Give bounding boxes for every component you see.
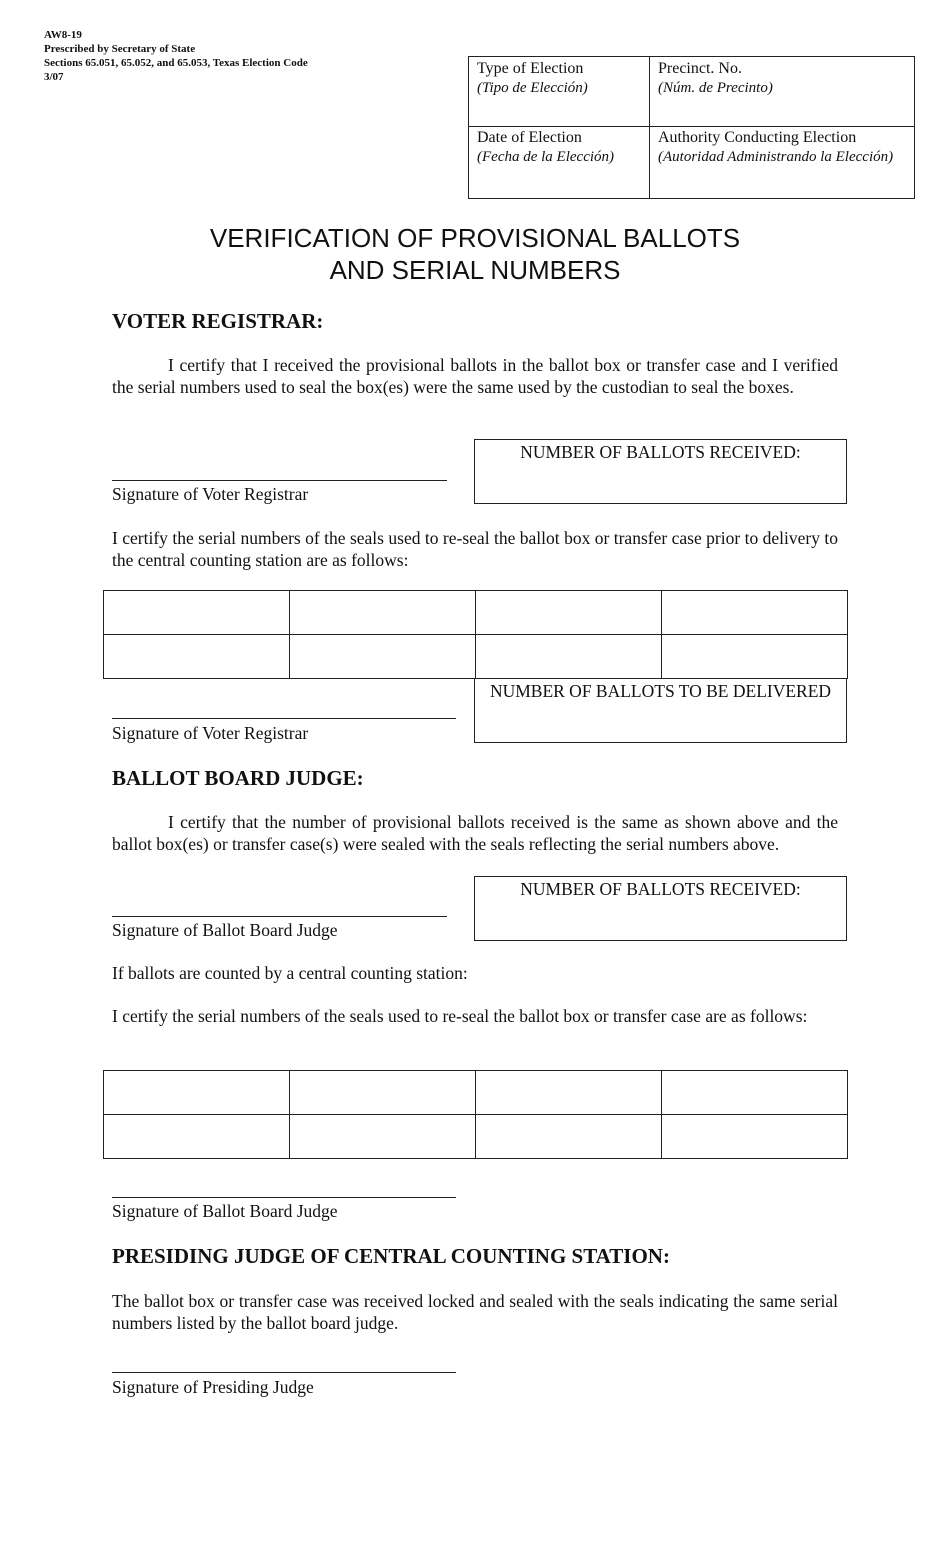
voter-registrar-heading: VOTER REGISTRAR: [112,309,324,333]
serial-cell[interactable] [104,1071,290,1115]
serial-cell[interactable] [290,591,476,635]
serial-cell[interactable] [476,635,662,679]
authority-label-es: (Autoridad Administrando la Elección) [658,149,894,165]
title-line-2: AND SERIAL NUMBERS [329,255,621,285]
ballot-board-judge-certify-serials: I certify the serial numbers of the seals used to re-seal the ballot box or transfer case are as follows: [112,1006,808,1026]
form-id: AW8-19 [44,29,82,41]
ballots-delivered-label: NUMBER OF BALLOTS TO BE DELIVERED [489,681,832,701]
election-info-box [468,56,915,199]
info-box-divider-h [469,126,914,127]
voter-registrar-signature-label-2: Signature of Voter Registrar [112,723,309,743]
type-of-election-field[interactable] [477,59,588,98]
ballot-board-judge-signature-line-2[interactable] [112,1197,456,1198]
date-of-election-label-es: (Fecha de la Elección) [477,149,615,165]
prescribed-by: Prescribed by Secretary of State [44,43,196,55]
precinct-no-label-es: (Núm. de Precinto) [658,80,773,96]
form-date: 3/07 [44,71,64,83]
precinct-no-label: Precinct. No. [658,60,742,77]
ballot-board-judge-serial-table [103,1070,848,1159]
ballot-board-judge-ballots-received-box[interactable] [474,876,847,941]
ballot-board-judge-signature-label-1: Signature of Ballot Board Judge [112,920,338,940]
ballot-board-judge-heading: BALLOT BOARD JUDGE: [112,766,364,790]
voter-registrar-signature-line-2[interactable] [112,718,456,719]
ballots-received-label: NUMBER OF BALLOTS RECEIVED: [520,442,801,462]
serial-cell[interactable] [476,591,662,635]
presiding-judge-signature-label: Signature of Presiding Judge [112,1377,314,1397]
central-counting-note: If ballots are counted by a central counting station: [112,963,468,983]
voter-registrar-serial-table [103,590,848,679]
code-sections: Sections 65.051, 65.052, and 65.053, Texas Election Code [44,57,308,69]
table-row [104,1115,848,1159]
presiding-judge-statement: The ballot box or transfer case was received locked and sealed with the seals indicating the same serial numbers listed by the ballot board judge. [112,1291,838,1333]
serial-cell[interactable] [290,1115,476,1159]
ballot-board-judge-signature-label-2: Signature of Ballot Board Judge [112,1201,338,1221]
table-row [104,1071,848,1115]
type-of-election-label: Type of Election [477,60,584,77]
serial-cell[interactable] [662,1071,848,1115]
serial-cell[interactable] [476,1115,662,1159]
page-title [0,222,950,286]
table-row [104,591,848,635]
table-row [104,635,848,679]
date-of-election-label: Date of Election [477,129,582,146]
voter-registrar-signature-line-1[interactable] [112,480,447,481]
ballot-board-judge-signature-line-1[interactable] [112,916,447,917]
title-line-1: VERIFICATION OF PROVISIONAL BALLOTS [209,223,741,253]
serial-cell[interactable] [662,591,848,635]
voter-registrar-ballots-received-box[interactable] [474,439,847,504]
form-header [44,28,308,84]
authority-label: Authority Conducting Election [658,129,857,146]
serial-cell[interactable] [104,635,290,679]
type-of-election-label-es: (Tipo de Elección) [477,80,588,96]
serial-cell[interactable] [662,635,848,679]
serial-cell[interactable] [290,1071,476,1115]
authority-field[interactable] [658,128,893,167]
ballot-board-judge-certify-number: I certify that the number of provisional ballots received is the same as shown above and the ballot box(es) or transfer case(s) were sealed with the seals reflecting the serial numbers above. [112,812,838,854]
presiding-judge-signature-line[interactable] [112,1372,456,1373]
date-of-election-field[interactable] [477,128,614,167]
voter-registrar-signature-label-1: Signature of Voter Registrar [112,484,309,504]
serial-cell[interactable] [476,1071,662,1115]
ballots-received-label: NUMBER OF BALLOTS RECEIVED: [520,879,801,899]
precinct-no-field[interactable] [658,59,773,98]
voter-registrar-ballots-delivered-box[interactable] [474,678,847,743]
serial-cell[interactable] [104,1115,290,1159]
serial-cell[interactable] [290,635,476,679]
presiding-judge-heading: PRESIDING JUDGE OF CENTRAL COUNTING STATION: [112,1244,670,1268]
serial-cell[interactable] [662,1115,848,1159]
voter-registrar-certify-received: I certify that I received the provisional ballots in the ballot box or transfer case and I verified the serial numbers used to seal the box(es) were the same used by the custodian to seal the boxes. [112,355,838,397]
info-box-divider-v [649,57,650,198]
serial-cell[interactable] [104,591,290,635]
voter-registrar-certify-serials: I certify the serial numbers of the seals used to re-seal the ballot box or transfer case prior to delivery to the central counting station are as follows: [112,528,838,570]
